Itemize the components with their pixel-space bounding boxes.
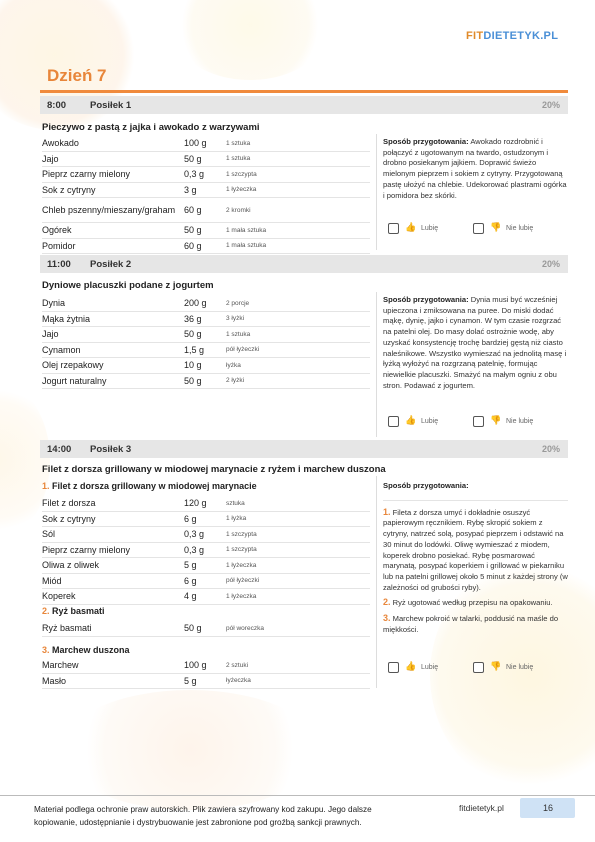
table-row	[42, 621, 370, 636]
logo-fit-text: FIT	[466, 30, 484, 42]
like-label: Lubię	[421, 225, 439, 232]
table-row	[42, 342, 370, 358]
ingredient-name: Pomidor	[42, 238, 184, 254]
prep-step-number: 3.	[383, 613, 391, 624]
ingredient-unit: pół łyżeczki	[226, 342, 370, 358]
thumbs-down-icon: 👎	[490, 661, 502, 671]
ingredient-amount: 60 g	[184, 238, 226, 254]
ingredient-unit: sztuka	[226, 496, 370, 511]
like-checkbox[interactable]	[388, 662, 399, 673]
ingredient-unit: 1 łyżeczka	[226, 589, 370, 605]
prep-step	[383, 597, 568, 609]
prep-label: Sposób przygotowania:	[383, 481, 469, 490]
table-row	[42, 589, 370, 605]
table-row	[42, 296, 370, 311]
ingredient-unit: 1 mała sztuka	[226, 223, 370, 239]
table-row	[42, 496, 370, 511]
ingredient-unit: łyżeczka	[226, 673, 370, 689]
ingredient-name: Jogurt naturalny	[42, 373, 184, 389]
ingredients-table-1	[42, 136, 370, 254]
ingredient-amount: 6 g	[184, 511, 226, 527]
ingredient-amount: 100 g	[184, 136, 226, 151]
ingredient-name: Jajo	[42, 151, 184, 167]
subrecipe-name: Ryż basmati	[52, 606, 105, 616]
ingredient-unit: 1 łyżka	[226, 511, 370, 527]
like-checkbox[interactable]	[388, 416, 399, 427]
subrecipe-number: 1.	[42, 481, 50, 491]
meal-percent: 20%	[541, 100, 560, 110]
table-row	[42, 136, 370, 151]
ingredient-amount: 1,5 g	[184, 342, 226, 358]
prep-label: Sposób przygotowania:	[383, 137, 469, 146]
like-checkbox[interactable]	[388, 223, 399, 234]
thumbs-down-icon: 👎	[490, 222, 502, 232]
ingredient-unit: 1 sztuka	[226, 136, 370, 151]
ingredient-amount: 0,3 g	[184, 527, 226, 543]
ingredient-unit: 1 sztuka	[226, 151, 370, 167]
table-row	[42, 511, 370, 527]
ingredient-unit: 1 mała sztuka	[226, 238, 370, 254]
table-row	[42, 327, 370, 343]
prep-step-text: Ryż ugotować według przepisu na opakowaniu.	[390, 598, 553, 608]
ingredient-name: Mąka żytnia	[42, 311, 184, 327]
meal-name: Posiłek 1	[90, 100, 132, 111]
ingredient-amount: 50 g	[184, 327, 226, 343]
like-row-3	[388, 662, 568, 676]
footer-website-link[interactable]: fitdietetyk.pl	[459, 803, 504, 813]
ingredient-name: Oliwa z oliwek	[42, 558, 184, 574]
ingredient-name: Sól	[42, 527, 184, 543]
prep-label: Sposób przygotowania:	[383, 295, 469, 304]
table-row	[42, 527, 370, 543]
ingredient-amount: 4 g	[184, 589, 226, 605]
dish-title-1: Pieczywo z pastą z jajka i awokado z warzywami	[42, 122, 260, 133]
ingredients-table-2	[42, 296, 370, 389]
table-row	[42, 373, 370, 389]
dislike-label: Nie lubię	[506, 664, 534, 671]
ingredient-name: Sok z cytryny	[42, 511, 184, 527]
meal-time: 8:00	[47, 100, 67, 111]
dislike-checkbox[interactable]	[473, 416, 484, 427]
ingredients-table-3a	[42, 496, 370, 605]
table-row	[42, 358, 370, 374]
ingredient-name: Pieprz czarny mielony	[42, 167, 184, 183]
ingredient-amount: 50 g	[184, 621, 226, 636]
meal-name: Posiłek 2	[90, 259, 132, 270]
ingredient-amount: 36 g	[184, 311, 226, 327]
ingredient-name: Filet z dorsza	[42, 496, 184, 511]
ingredient-unit: 3 łyżki	[226, 311, 370, 327]
day-title: Dzień 7	[47, 66, 107, 85]
ingredient-name: Ryż basmati	[42, 621, 184, 636]
table-row	[42, 673, 370, 689]
ingredient-amount: 120 g	[184, 496, 226, 511]
ingredient-unit: łyżka	[226, 358, 370, 374]
logo-rest-text: DIETETYK.PL	[483, 30, 559, 42]
prep-body: Dynia musi być wcześniej upieczona i zmiksowana na puree. Do miski dodać mąkę, dynię, jajko i cynamon. W tym czasie rozgrzać na patelni olej. Do masy dolać ostrożnie wodę, aby uzyskać konsystencję trochę bardziej gęstą niż ciasto naleśnikowe. Wszystko wymieszać na jednolitą masę i łyżką wyłożyć na rozgrzaną patelnię, formując niewielkie placuszki. Smażyć na małym ogniu z obu stron. Podawać z jogurtem.	[383, 295, 567, 390]
subrecipe-number: 3.	[42, 645, 50, 655]
preparation-text-3	[383, 481, 568, 635]
background-citrus-bottom-left	[60, 690, 320, 810]
meal-percent: 20%	[541, 259, 560, 269]
table-row	[42, 223, 370, 239]
ingredient-amount: 5 g	[184, 673, 226, 689]
ingredient-name: Jajo	[42, 327, 184, 343]
page-number: 16	[543, 803, 554, 813]
dish-title-2: Dyniowe placuszki podane z jogurtem	[42, 280, 214, 291]
ingredient-unit: 1 szczypta	[226, 527, 370, 543]
like-label: Lubię	[421, 664, 439, 671]
brand-logo	[466, 30, 558, 42]
ingredient-unit: 1 sztuka	[226, 327, 370, 343]
ingredient-name: Olej rzepakowy	[42, 358, 184, 374]
meal-percent: 20%	[541, 444, 560, 454]
subrecipe-title-2	[42, 606, 105, 616]
ingredient-amount: 10 g	[184, 358, 226, 374]
footer-divider	[0, 795, 595, 796]
title-divider	[40, 90, 568, 93]
ingredient-unit: 2 kromki	[226, 198, 370, 223]
like-row-1	[388, 223, 568, 237]
preparation-text-1	[383, 137, 568, 201]
prep-step-text: Fileta z dorsza umyć i dokładnie osuszyć papierowym ręcznikiem. Rybę skropić sokiem z cytryny, natrzeć solą, posypać pieprzem i odstawić na 30 minut do lodówki. Oliwę wymieszać z miodem, koperek drobno posiekać. Rybę posmarować marynatą, posypać koperkiem i grillować w piekarniku lub na patelni grillowej około 5 minut z każdej strony (w zależności od grubości ryby).	[383, 507, 568, 592]
table-row	[42, 542, 370, 558]
table-row	[42, 311, 370, 327]
prep-step-number: 1.	[383, 506, 391, 517]
subrecipe-title-1	[42, 481, 257, 491]
table-row	[42, 198, 370, 223]
ingredients-table-3b	[42, 621, 370, 637]
like-label: Lubię	[421, 418, 439, 425]
prep-step-number: 2.	[383, 597, 391, 608]
meal-header-1	[40, 96, 568, 114]
subrecipe-number: 2.	[42, 606, 50, 616]
column-divider	[376, 134, 377, 250]
ingredient-name: Sok z cytryny	[42, 182, 184, 198]
table-row	[42, 573, 370, 589]
subrecipe-name: Marchew duszona	[52, 645, 130, 655]
ingredient-name: Pieprz czarny mielony	[42, 542, 184, 558]
meal-time: 14:00	[47, 444, 72, 455]
ingredient-unit: 1 szczypta	[226, 167, 370, 183]
thumbs-up-icon: 👍	[405, 661, 417, 671]
ingredient-amount: 0,3 g	[184, 542, 226, 558]
ingredient-unit: pół łyżeczki	[226, 573, 370, 589]
ingredient-unit: 1 łyżeczka	[226, 558, 370, 574]
ingredient-name: Marchew	[42, 658, 184, 673]
ingredient-amount: 5 g	[184, 558, 226, 574]
prep-body: Awokado rozdrobnić i połączyć z ugotowanym na twardo, ostudzonym i drobno posiekanym jajkiem. Doprawić świeżo mielonym pieprzem i sokiem z cytryny. Przygotowaną pastę ułożyć na chlebie. Udekorować plastrami ogórka i pomidora bez skórki.	[383, 137, 567, 200]
table-row	[42, 151, 370, 167]
thumbs-down-icon: 👎	[490, 415, 502, 425]
ingredient-name: Koperek	[42, 589, 184, 605]
ingredient-name: Ogórek	[42, 223, 184, 239]
dislike-checkbox[interactable]	[473, 662, 484, 673]
ingredient-unit: pół woreczka	[226, 621, 370, 636]
subrecipe-title-3	[42, 645, 130, 655]
column-divider	[376, 476, 377, 688]
meal-header-2	[40, 255, 568, 273]
table-row	[42, 238, 370, 254]
ingredient-amount: 0,3 g	[184, 167, 226, 183]
meal-header-3	[40, 440, 568, 458]
dish-title-3: Filet z dorsza grillowany w miodowej marynacie z ryżem i marchew duszona	[42, 464, 386, 475]
ingredient-amount: 60 g	[184, 198, 226, 223]
column-divider	[376, 292, 377, 437]
thumbs-up-icon: 👍	[405, 415, 417, 425]
ingredient-amount: 100 g	[184, 658, 226, 673]
copyright-notice: Materiał podlega ochronie praw autorskich. Plik zawiera szyfrowany kod zakupu. Jego dalsze kopiowanie, udostępnianie i dystrybuowanie jest zabronione pod groźbą sankcji prawnych.	[34, 805, 372, 827]
ingredient-amount: 3 g	[184, 182, 226, 198]
ingredient-name: Miód	[42, 573, 184, 589]
subrecipe-name: Filet z dorsza grillowany w miodowej marynacie	[52, 481, 257, 491]
prep-step	[383, 500, 568, 594]
table-row	[42, 558, 370, 574]
meal-name: Posiłek 3	[90, 444, 132, 455]
thumbs-up-icon: 👍	[405, 222, 417, 232]
ingredient-unit: 2 porcje	[226, 296, 370, 311]
dislike-checkbox[interactable]	[473, 223, 484, 234]
prep-step	[383, 613, 568, 635]
ingredient-name: Chleb pszenny/mieszany/graham	[42, 198, 184, 223]
ingredients-table-3c	[42, 658, 370, 689]
ingredient-amount: 50 g	[184, 151, 226, 167]
dislike-label: Nie lubię	[506, 418, 534, 425]
preparation-text-2	[383, 295, 568, 391]
table-row	[42, 167, 370, 183]
prep-step-text: Marchew pokroić w talarki, poddusić na maśle do miękkości.	[383, 614, 559, 634]
table-row	[42, 658, 370, 673]
ingredient-name: Dynia	[42, 296, 184, 311]
ingredient-amount: 50 g	[184, 223, 226, 239]
ingredient-unit: 1 szczypta	[226, 542, 370, 558]
ingredient-name: Cynamon	[42, 342, 184, 358]
ingredient-amount: 200 g	[184, 296, 226, 311]
ingredient-name: Masło	[42, 673, 184, 689]
dislike-label: Nie lubię	[506, 225, 534, 232]
like-row-2	[388, 416, 568, 430]
background-citrus-top-center	[170, 0, 330, 80]
ingredient-unit: 1 łyżeczka	[226, 182, 370, 198]
ingredient-unit: 2 łyżki	[226, 373, 370, 389]
ingredient-unit: 2 sztuki	[226, 658, 370, 673]
ingredient-amount: 50 g	[184, 373, 226, 389]
table-row	[42, 182, 370, 198]
ingredient-name: Awokado	[42, 136, 184, 151]
meal-time: 11:00	[47, 259, 71, 270]
ingredient-amount: 6 g	[184, 573, 226, 589]
